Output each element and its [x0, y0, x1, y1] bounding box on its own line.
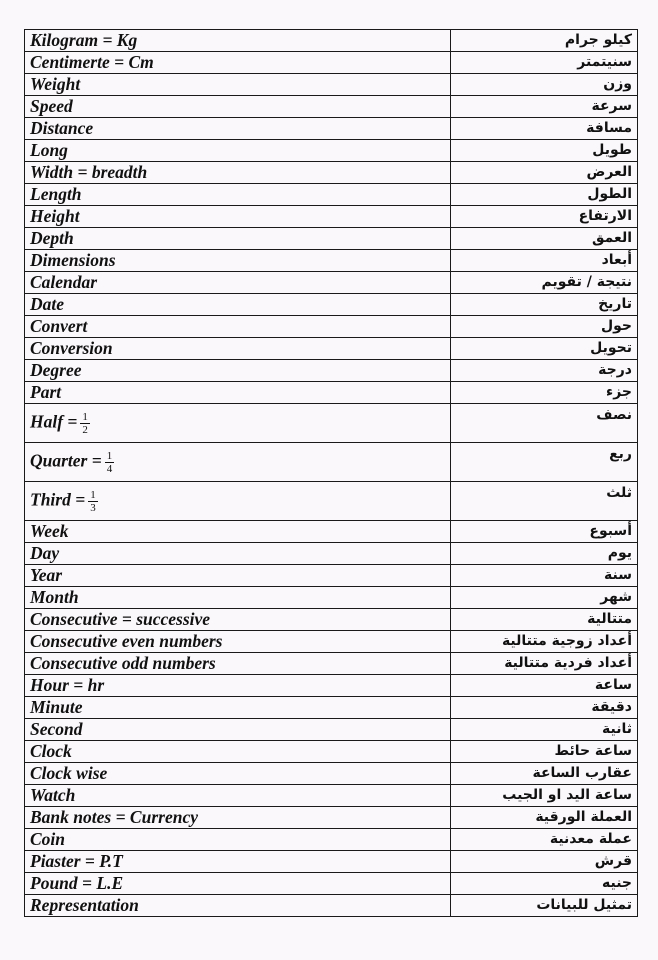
arabic-term-cell	[451, 587, 638, 609]
arabic-term-cell	[451, 382, 638, 404]
arabic-term-cell	[451, 206, 638, 228]
arabic-term: وزن	[603, 76, 632, 92]
arabic-term: ثانية	[602, 721, 632, 737]
table-row	[25, 96, 638, 118]
table-row	[25, 653, 638, 675]
arabic-term: حول	[600, 318, 632, 334]
english-term: Watch	[30, 785, 76, 805]
arabic-term-cell	[451, 294, 638, 316]
table-row	[25, 118, 638, 140]
arabic-term-cell	[451, 653, 638, 675]
arabic-term: درجة	[598, 362, 632, 378]
table-row	[25, 338, 638, 360]
arabic-term-cell	[451, 851, 638, 873]
english-term-cell	[25, 741, 451, 763]
english-term: Depth	[30, 228, 74, 248]
arabic-term-cell	[451, 697, 638, 719]
arabic-term-cell	[451, 118, 638, 140]
fraction	[80, 411, 90, 436]
english-term: Long	[30, 140, 68, 160]
english-term: Half =	[30, 411, 78, 432]
arabic-term-cell	[451, 675, 638, 697]
arabic-term-cell	[451, 74, 638, 96]
english-term-cell	[25, 543, 451, 565]
arabic-term-cell	[451, 338, 638, 360]
table-row	[25, 763, 638, 785]
arabic-term-cell	[451, 829, 638, 851]
english-term-cell	[25, 74, 451, 96]
arabic-term-cell	[451, 719, 638, 741]
english-term: Part	[30, 382, 62, 402]
english-term-cell	[25, 521, 451, 543]
english-term: Distance	[30, 118, 94, 138]
table-row	[25, 785, 638, 807]
table-row	[25, 140, 638, 162]
english-term: Width = breadth	[30, 162, 148, 182]
table-row	[25, 851, 638, 873]
english-term-cell	[25, 360, 451, 382]
english-term: Consecutive even numbers	[30, 631, 223, 651]
english-term: Bank notes = Currency	[30, 807, 198, 827]
english-term-cell	[25, 763, 451, 785]
arabic-term: تحويل	[590, 340, 632, 356]
arabic-term: أبعاد	[601, 252, 632, 268]
english-term-cell	[25, 162, 451, 184]
english-term-cell	[25, 587, 451, 609]
arabic-term: متتالية	[587, 611, 632, 627]
english-term: Degree	[30, 360, 82, 380]
arabic-term-cell	[451, 250, 638, 272]
arabic-term-cell	[451, 543, 638, 565]
table-row	[25, 719, 638, 741]
english-term-cell	[25, 851, 451, 873]
arabic-term-cell	[451, 184, 638, 206]
arabic-term: الطول	[587, 186, 632, 202]
english-term: Second	[30, 719, 83, 739]
arabic-term: العرض	[586, 164, 632, 180]
arabic-term: ساعة	[594, 677, 632, 693]
table-row	[25, 206, 638, 228]
english-term-cell	[25, 609, 451, 631]
arabic-term: تاريخ	[598, 296, 632, 312]
table-row	[25, 543, 638, 565]
arabic-term: دقيقة	[591, 699, 632, 715]
english-term: Speed	[30, 96, 73, 116]
arabic-term-cell	[451, 272, 638, 294]
english-term-cell	[25, 52, 451, 74]
english-term: Week	[30, 521, 69, 541]
arabic-term: كيلو جرام	[564, 32, 632, 48]
table-row	[25, 482, 638, 521]
english-term: Date	[30, 294, 65, 314]
fraction	[88, 489, 98, 514]
english-term-cell	[25, 184, 451, 206]
table-row	[25, 272, 638, 294]
table-row	[25, 294, 638, 316]
english-term-cell	[25, 675, 451, 697]
arabic-term-cell	[451, 895, 638, 917]
english-term: Quarter =	[30, 450, 102, 471]
english-term-cell	[25, 829, 451, 851]
english-term-cell	[25, 206, 451, 228]
arabic-term-cell	[451, 140, 638, 162]
fraction-numerator: 1	[90, 488, 96, 501]
english-term: Height	[30, 206, 80, 226]
table-row	[25, 404, 638, 443]
english-term: Weight	[30, 74, 81, 94]
arabic-term-cell	[451, 521, 638, 543]
arabic-term: ساعة حائط	[554, 743, 632, 759]
english-term: Consecutive = successive	[30, 609, 211, 629]
table-row	[25, 250, 638, 272]
table-row	[25, 360, 638, 382]
table-row	[25, 565, 638, 587]
english-term-cell	[25, 443, 451, 482]
arabic-term-cell	[451, 404, 638, 443]
english-term: Conversion	[30, 338, 113, 358]
english-term-cell	[25, 294, 451, 316]
english-term: Third =	[30, 489, 86, 510]
arabic-term-cell	[451, 565, 638, 587]
table-row	[25, 521, 638, 543]
english-term: Consecutive odd numbers	[30, 653, 216, 673]
english-term-cell	[25, 272, 451, 294]
arabic-term: سنيتمتر	[577, 54, 632, 70]
english-term-cell	[25, 653, 451, 675]
arabic-term-cell	[451, 316, 638, 338]
arabic-term: نصف	[596, 407, 632, 423]
arabic-term-cell	[451, 482, 638, 521]
arabic-term-cell	[451, 609, 638, 631]
arabic-term-cell	[451, 443, 638, 482]
table-row	[25, 873, 638, 895]
arabic-term-cell	[451, 785, 638, 807]
fraction	[105, 450, 115, 475]
english-term-cell	[25, 785, 451, 807]
table-row	[25, 697, 638, 719]
arabic-term: أسبوع	[589, 523, 632, 539]
arabic-term: تمثيل للبيانات	[536, 897, 632, 913]
arabic-term: مسافة	[586, 120, 632, 136]
english-term: Dimensions	[30, 250, 116, 270]
table-row	[25, 829, 638, 851]
english-term: Clock wise	[30, 763, 108, 783]
fraction-denominator: 4	[106, 462, 113, 475]
table-row	[25, 162, 638, 184]
fraction-denominator: 3	[90, 501, 96, 514]
english-term-cell	[25, 404, 451, 443]
arabic-term-cell	[451, 763, 638, 785]
table-row	[25, 807, 638, 829]
arabic-term: أعداد فردية متتالية	[504, 655, 632, 671]
arabic-term: العمق	[592, 230, 632, 246]
fraction-numerator: 1	[82, 410, 88, 423]
english-term-cell	[25, 382, 451, 404]
arabic-term-cell	[451, 873, 638, 895]
table-row	[25, 316, 638, 338]
arabic-term: نتيجة / تقويم	[541, 274, 632, 290]
fraction-denominator: 2	[82, 423, 88, 436]
english-term-cell	[25, 565, 451, 587]
arabic-term: عقارب الساعة	[532, 765, 632, 781]
vocabulary-table	[24, 29, 638, 917]
table-row	[25, 609, 638, 631]
arabic-term-cell	[451, 631, 638, 653]
fraction-numerator: 1	[106, 449, 113, 462]
arabic-term: ساعة اليد او الجيب	[502, 787, 632, 803]
table-row	[25, 184, 638, 206]
table-row	[25, 587, 638, 609]
arabic-term: الارتفاع	[578, 208, 632, 224]
english-term-cell	[25, 118, 451, 140]
arabic-term-cell	[451, 96, 638, 118]
table-row	[25, 675, 638, 697]
english-term-cell	[25, 228, 451, 250]
arabic-term: عملة معدنية	[549, 831, 632, 847]
english-term: Length	[30, 184, 82, 204]
table-row	[25, 895, 638, 917]
arabic-term-cell	[451, 228, 638, 250]
arabic-term: طويل	[592, 142, 632, 158]
arabic-term: سنة	[604, 567, 632, 583]
table-row	[25, 52, 638, 74]
arabic-term: جنيه	[601, 875, 632, 891]
arabic-term-cell	[451, 30, 638, 52]
english-term: Convert	[30, 316, 88, 336]
english-term-cell	[25, 140, 451, 162]
arabic-term: العملة الورقية	[535, 809, 632, 825]
table-row	[25, 228, 638, 250]
english-term-cell	[25, 631, 451, 653]
english-term: Calendar	[30, 272, 98, 292]
english-term: Clock	[30, 741, 72, 761]
arabic-term: قرش	[594, 853, 632, 869]
arabic-term: ثلث	[606, 485, 632, 501]
english-term: Day	[30, 543, 60, 563]
arabic-term-cell	[451, 741, 638, 763]
arabic-term: ربع	[609, 446, 632, 462]
table-row	[25, 631, 638, 653]
arabic-term-cell	[451, 360, 638, 382]
english-term: Kilogram = Kg	[30, 30, 138, 50]
english-term-cell	[25, 96, 451, 118]
table-row	[25, 741, 638, 763]
english-term-cell	[25, 697, 451, 719]
english-term-cell	[25, 895, 451, 917]
english-term-cell	[25, 338, 451, 360]
english-term: Piaster = P.T	[30, 851, 123, 871]
arabic-term: يوم	[607, 545, 632, 561]
english-term: Pound = L.E	[30, 873, 124, 893]
english-term: Centimerte = Cm	[30, 52, 154, 72]
arabic-term-cell	[451, 52, 638, 74]
english-term: Minute	[30, 697, 83, 717]
arabic-term: شهر	[600, 589, 632, 605]
english-term: Coin	[30, 829, 66, 849]
arabic-term-cell	[451, 162, 638, 184]
english-term-cell	[25, 316, 451, 338]
english-term-cell	[25, 250, 451, 272]
english-term: Representation	[30, 895, 139, 915]
english-term-cell	[25, 482, 451, 521]
table-row	[25, 30, 638, 52]
english-term: Month	[30, 587, 79, 607]
vocabulary-table-body	[25, 30, 638, 917]
english-term-cell	[25, 30, 451, 52]
arabic-term: سرعة	[591, 98, 632, 114]
english-term-cell	[25, 719, 451, 741]
table-row	[25, 74, 638, 96]
arabic-term: أعداد زوجية متتالية	[501, 633, 632, 649]
english-term-cell	[25, 873, 451, 895]
english-term-cell	[25, 807, 451, 829]
table-row	[25, 382, 638, 404]
arabic-term-cell	[451, 807, 638, 829]
english-term: Year	[30, 565, 63, 585]
table-row	[25, 443, 638, 482]
arabic-term: جزء	[606, 384, 632, 400]
english-term: Hour = hr	[30, 675, 105, 695]
